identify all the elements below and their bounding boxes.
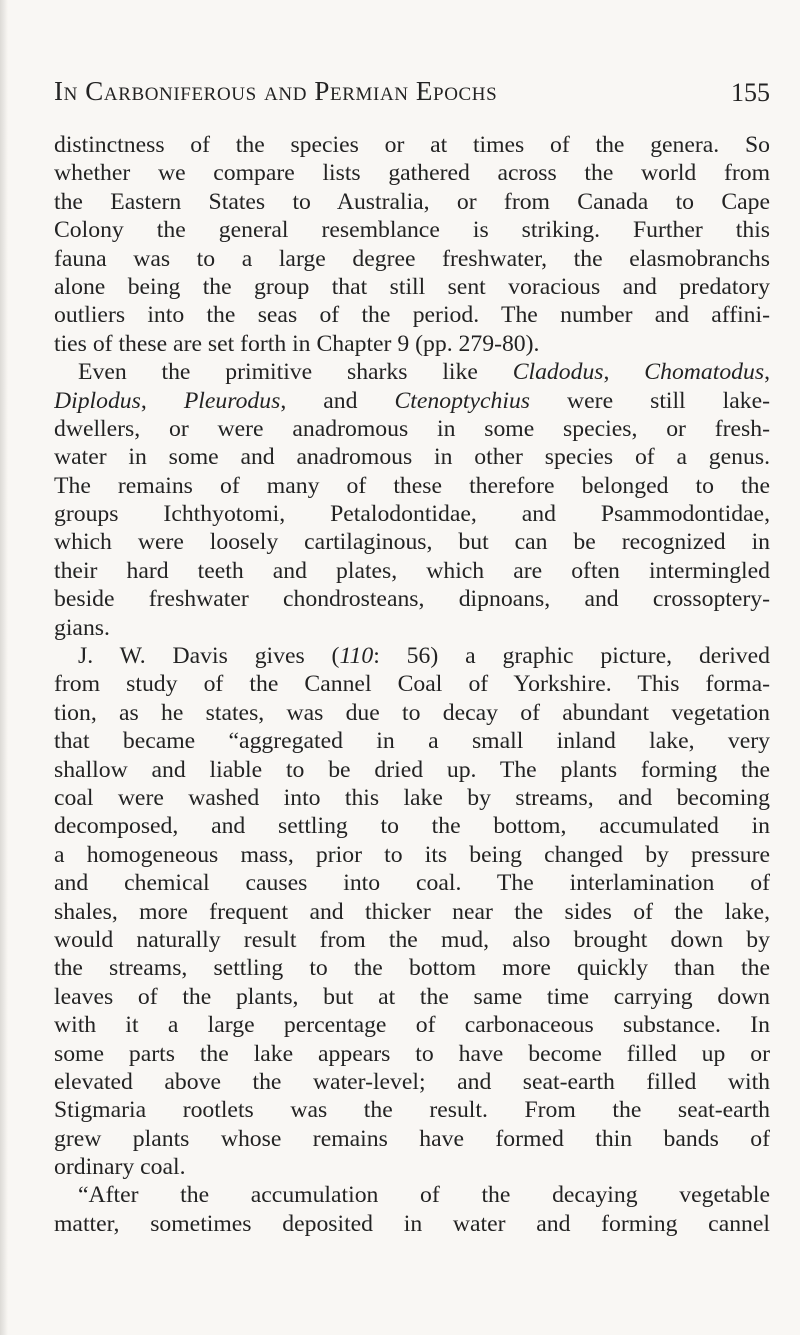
text-line: distinctness of the species or at times of the genera. So	[54, 132, 770, 158]
text-line: decomposed, and settling to the bottom, accumulated in	[54, 813, 770, 840]
text-line: outliers into the seas of the period. The number and affini-	[54, 302, 770, 329]
text-line: shallow and liable to be dried up. The plants forming the	[54, 756, 770, 783]
genus-name: Pleurodus	[183, 387, 281, 414]
text-line: “After the accumulation of the decaying vegetable	[78, 1182, 770, 1209]
text-run: were still lake-	[530, 387, 770, 414]
text-line: leaves of the plants, but at the same time carrying down	[54, 983, 770, 1010]
text-line: grew plants whose remains have formed thin bands of	[54, 1125, 770, 1152]
text-run: J. W. Davis gives (	[78, 643, 340, 670]
text-line: alone being the group that still sent voracious and predatory	[54, 273, 770, 300]
genus-name: Ctenoptychius	[394, 387, 531, 414]
text-line: elevated above the water-level; and seat-earth filled with	[54, 1068, 770, 1095]
text-line: Colony the general resemblance is striking. Further this	[54, 217, 770, 244]
text-line	[54, 642, 770, 670]
paragraph-2	[54, 358, 770, 642]
text-line: groups Ichthyotomi, Petalodontidae, and Psammodontidae,	[54, 501, 770, 528]
text-line: gians.	[54, 614, 110, 641]
text-line: beside freshwater chondrosteans, dipnoans, and crossoptery-	[54, 586, 770, 613]
text-line: whether we compare lists gathered across the world from	[54, 160, 770, 187]
genus-name: Cladodus	[512, 359, 604, 386]
text-line: with it a large percentage of carbonaceous substance. In	[54, 1012, 770, 1039]
text-line: from study of the Cannel Coal of Yorkshire. This forma-	[54, 671, 770, 698]
text-line: tion, as he states, was due to decay of abundant vegetation	[54, 699, 770, 726]
text-run: , and	[280, 387, 395, 414]
page-edge-shadow	[0, 0, 8, 1335]
text-run: ,	[603, 359, 645, 386]
text-line: and chemical causes into coal. The interlamination of	[54, 870, 770, 897]
text-run: Even the primitive sharks like	[78, 359, 513, 386]
text-line: a homogeneous mass, prior to its being changed by pressure	[54, 841, 770, 868]
text-line: Stigmaria rootlets was the result. From the seat-earth	[54, 1097, 770, 1124]
body-text	[54, 131, 770, 1238]
text-run: : 56) a graphic picture, derived	[373, 643, 770, 670]
text-line: shales, more frequent and thicker near the sides of the lake,	[54, 898, 770, 925]
text-run: ,	[140, 387, 184, 414]
text-line: some parts the lake appears to have become filled up or	[54, 1040, 770, 1067]
text-line: would naturally result from the mud, also brought down by	[54, 926, 770, 953]
text-line: their hard teeth and plates, which are often intermingled	[54, 557, 770, 584]
genus-name: Diplodus	[54, 387, 141, 414]
text-line: that became “aggregated in a small inland lake, very	[54, 728, 770, 755]
text-line: ordinary coal.	[54, 1154, 186, 1181]
text-run: ,	[764, 359, 770, 386]
text-line: ties of these are set forth in Chapter 9 (pp. 279-80).	[54, 330, 540, 357]
paragraph-1	[54, 131, 770, 358]
text-line: matter, sometimes deposited in water and forming cannel	[54, 1210, 770, 1237]
text-line: dwellers, or were anadromous in some species, or fresh-	[54, 415, 770, 442]
paragraph-4	[54, 1181, 770, 1238]
page-number: 155	[731, 78, 770, 107]
text-line: the Eastern States to Australia, or from Canada to Cape	[54, 188, 770, 215]
reference-number: 110	[339, 643, 374, 670]
running-title: In Carboniferous and Permian Epochs	[54, 76, 498, 106]
running-head	[54, 76, 770, 116]
text-line: The remains of many of these therefore belonged to the	[54, 472, 770, 499]
text-line	[54, 387, 770, 415]
text-line: coal were washed into this lake by streams, and becoming	[54, 784, 770, 811]
text-line: which were loosely cartilaginous, but can be recognized in	[54, 529, 770, 556]
paragraph-3	[54, 642, 770, 1181]
genus-name: Chomatodus	[644, 359, 765, 386]
text-line: fauna was to a large degree freshwater, the elasmobranchs	[54, 245, 770, 272]
text-line: the streams, settling to the bottom more quickly than the	[54, 955, 770, 982]
text-line	[54, 358, 770, 386]
text-line: water in some and anadromous in other species of a genus.	[54, 444, 770, 471]
